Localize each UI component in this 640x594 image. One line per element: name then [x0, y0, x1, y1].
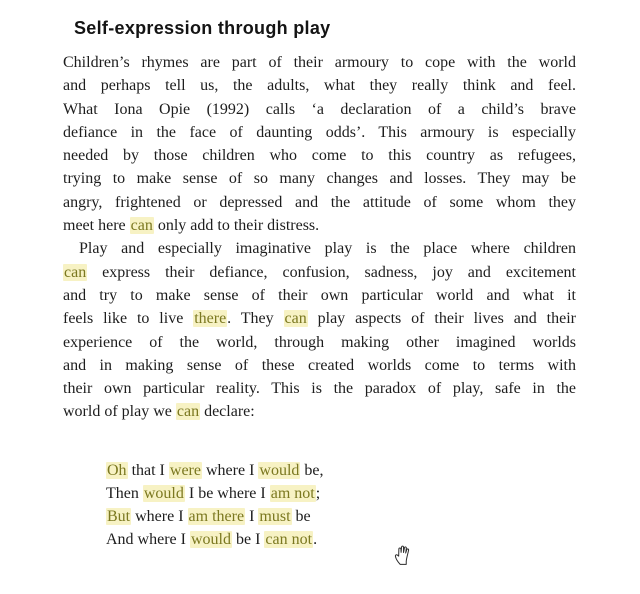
text-segment: angry, frightened or depressed and the attitude of some whom they	[63, 193, 576, 211]
search-highlight: must	[259, 508, 291, 525]
text-segment: needed by those children who come to this country as refugees,	[63, 147, 576, 165]
search-highlight: would	[190, 531, 231, 548]
text-segment: Then	[106, 485, 143, 502]
text-line	[63, 400, 576, 423]
search-highlight: But	[107, 508, 131, 525]
text-line	[63, 121, 576, 144]
text-segment: only add to their distress.	[153, 217, 320, 235]
text-segment: play aspects of their lives and their	[307, 310, 576, 328]
search-highlight: am there	[188, 508, 245, 525]
text-segment: trying to make sense of so many changes and losses. They may be	[63, 170, 576, 188]
search-highlight: can	[130, 217, 153, 235]
text-segment: I	[245, 508, 259, 525]
search-highlight: were	[169, 462, 201, 479]
text-segment: ;	[315, 485, 321, 502]
text-line	[63, 377, 576, 400]
text-segment: defiance in the face of daunting odds’. This armoury is especially	[63, 123, 576, 141]
text-segment: and try to make sense of their own particular world and what it	[63, 286, 576, 304]
text-line	[63, 51, 576, 74]
paragraph	[63, 237, 576, 423]
search-highlight: can	[284, 310, 307, 328]
text-line	[63, 74, 576, 97]
text-segment: be I	[231, 531, 265, 548]
poem-quote	[106, 459, 324, 551]
search-highlight: can	[64, 263, 87, 281]
text-segment: feels like to live	[63, 310, 194, 328]
text-segment: be,	[300, 462, 324, 479]
text-line	[63, 261, 576, 284]
article-body	[63, 51, 576, 424]
text-line	[63, 167, 576, 190]
search-highlight: am not	[270, 485, 315, 502]
text-line	[63, 307, 576, 330]
text-line	[63, 144, 576, 167]
text-segment: meet here	[63, 217, 130, 235]
text-segment: where I	[201, 462, 259, 479]
text-segment: What Iona Opie (1992) calls ‘a declaration of a child’s brave	[63, 100, 576, 118]
text-segment: that I	[127, 462, 169, 479]
text-line	[63, 98, 576, 121]
text-line	[63, 284, 576, 307]
search-highlight: can not	[265, 531, 313, 548]
text-segment: and in making sense of these created worlds come to terms with	[63, 356, 576, 374]
text-segment: Play and especially imaginative play is the place where children	[79, 240, 576, 258]
text-line	[106, 528, 324, 551]
search-highlight: can	[176, 403, 200, 421]
text-segment: experience of the world, through making other imagined worlds	[63, 333, 576, 351]
text-line	[106, 482, 324, 505]
text-line	[63, 214, 576, 237]
search-highlight: there	[194, 310, 227, 328]
text-segment: express their defiance, confusion, sadness, joy and excitement	[87, 263, 576, 281]
text-segment: And where I	[106, 531, 190, 548]
text-segment: world of play we	[63, 403, 176, 421]
text-segment: and perhaps tell us, the adults, what they really think and feel.	[63, 77, 576, 95]
text-segment: .	[313, 531, 318, 548]
text-line	[63, 331, 576, 354]
text-line	[106, 505, 324, 528]
text-line	[63, 191, 576, 214]
section-heading: Self-expression through play	[74, 18, 331, 38]
text-line	[63, 354, 576, 377]
text-segment: Children’s rhymes are part of their armoury to cope with the world	[63, 54, 576, 71]
grab-hand-cursor	[393, 542, 411, 566]
search-highlight: Oh	[107, 462, 127, 479]
text-line	[106, 459, 324, 482]
text-segment: declare:	[200, 403, 255, 421]
text-segment: their own particular reality. This is the paradox of play, safe in the	[63, 380, 576, 398]
search-highlight: would	[143, 485, 184, 502]
text-segment: I be where I	[184, 485, 270, 502]
text-segment: where I	[131, 508, 188, 525]
text-segment: be	[291, 508, 311, 525]
paragraph	[63, 51, 576, 237]
text-line	[63, 237, 576, 260]
text-segment: . They	[227, 310, 284, 328]
search-highlight: would	[259, 462, 300, 479]
